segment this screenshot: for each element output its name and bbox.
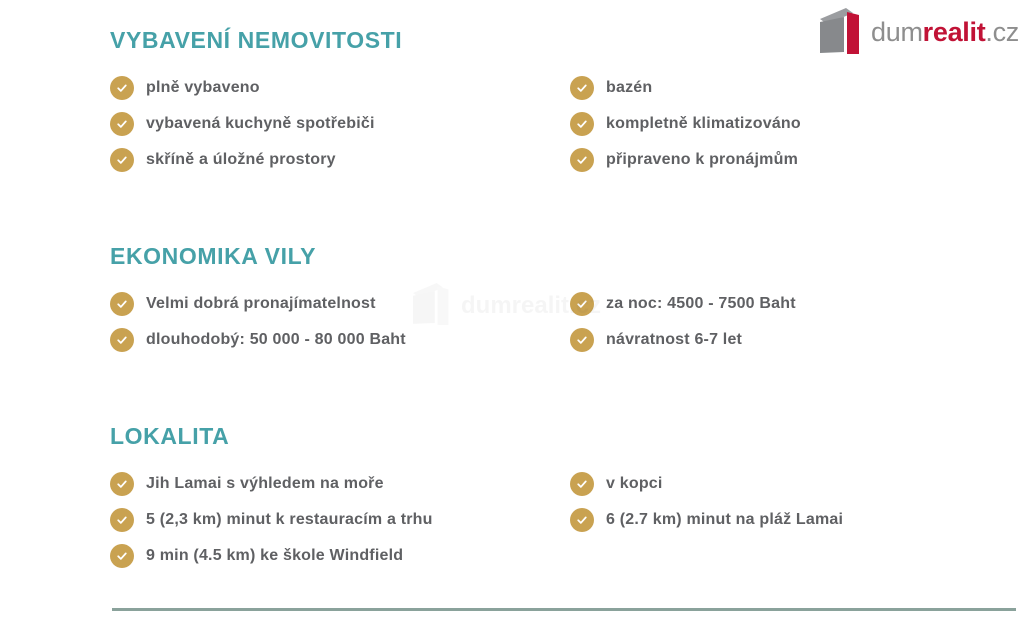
list-item-label: plně vybaveno	[146, 79, 260, 96]
column-right	[570, 472, 1024, 568]
logo-part-cz: .cz	[985, 16, 1019, 47]
section-title-location: LOKALITA	[110, 423, 230, 449]
dumrealit-box-icon	[820, 6, 864, 59]
check-icon	[570, 112, 594, 136]
dumrealit-logo[interactable]	[820, 8, 1019, 56]
list-item	[570, 148, 1024, 172]
list-item-label: 6 (2.7 km) minut na pláž Lamai	[606, 511, 844, 528]
column-right	[570, 76, 1024, 172]
check-icon	[570, 148, 594, 172]
list-item-label: návratnost 6-7 let	[606, 331, 743, 348]
list-item	[570, 76, 1024, 100]
list-item-label: 5 (2,3 km) minut k restauracím a trhu	[146, 511, 433, 528]
check-icon	[570, 76, 594, 100]
list-item-label: připraveno k pronájmům	[606, 151, 798, 168]
logo-part-realit: realit	[922, 16, 986, 47]
check-icon	[570, 508, 594, 532]
bottom-divider	[112, 608, 1016, 611]
check-icon	[110, 472, 134, 496]
check-icon	[110, 292, 134, 316]
list-item-label: bazén	[606, 79, 653, 96]
check-icon	[110, 544, 134, 568]
section-columns	[110, 76, 1024, 172]
list-item-label: dlouhodobý: 50 000 - 80 000 Baht	[146, 331, 406, 348]
check-icon	[570, 472, 594, 496]
watermark-text: dumrealit.cz	[461, 291, 602, 319]
check-icon	[110, 76, 134, 100]
check-icon	[110, 112, 134, 136]
check-icon	[570, 292, 594, 316]
logo-part-dum: dum	[871, 16, 923, 47]
check-icon	[570, 328, 594, 352]
list-item	[110, 472, 570, 496]
column-left	[110, 292, 570, 352]
check-icon	[110, 508, 134, 532]
list-item	[570, 472, 1024, 496]
section-columns	[110, 472, 1024, 568]
list-item	[110, 76, 570, 100]
list-item	[570, 292, 1024, 316]
section-columns	[110, 292, 1024, 352]
logo-wordmark	[871, 17, 1019, 48]
section-economy	[110, 244, 1024, 352]
list-item-label: vybavená kuchyně spotřebiči	[146, 115, 375, 132]
list-item-label: v kopci	[606, 475, 663, 492]
section-title-equipment: VYBAVENÍ NEMOVITOSTI	[110, 27, 403, 53]
column-right	[570, 292, 1024, 352]
list-item-label: Jih Lamai s výhledem na moře	[146, 475, 384, 492]
list-item-label: kompletně klimatizováno	[606, 115, 801, 132]
list-item	[110, 112, 570, 136]
list-item	[110, 292, 570, 316]
list-item	[110, 508, 570, 532]
check-icon	[110, 148, 134, 172]
list-item-label: 9 min (4.5 km) ke škole Windfield	[146, 547, 404, 564]
section-location	[110, 424, 1024, 568]
column-left	[110, 472, 570, 568]
list-item-label: za noc: 4500 - 7500 Baht	[606, 295, 796, 312]
column-left	[110, 76, 570, 172]
list-item	[110, 328, 570, 352]
check-icon	[110, 328, 134, 352]
list-item-label: skříně a úložné prostory	[146, 151, 336, 168]
list-item-label: Velmi dobrá pronajímatelnost	[146, 295, 376, 312]
list-item	[570, 328, 1024, 352]
list-item	[570, 508, 1024, 532]
section-title-economy: EKONOMIKA VILY	[110, 243, 317, 269]
list-item	[110, 148, 570, 172]
list-item	[570, 112, 1024, 136]
list-item	[110, 544, 570, 568]
